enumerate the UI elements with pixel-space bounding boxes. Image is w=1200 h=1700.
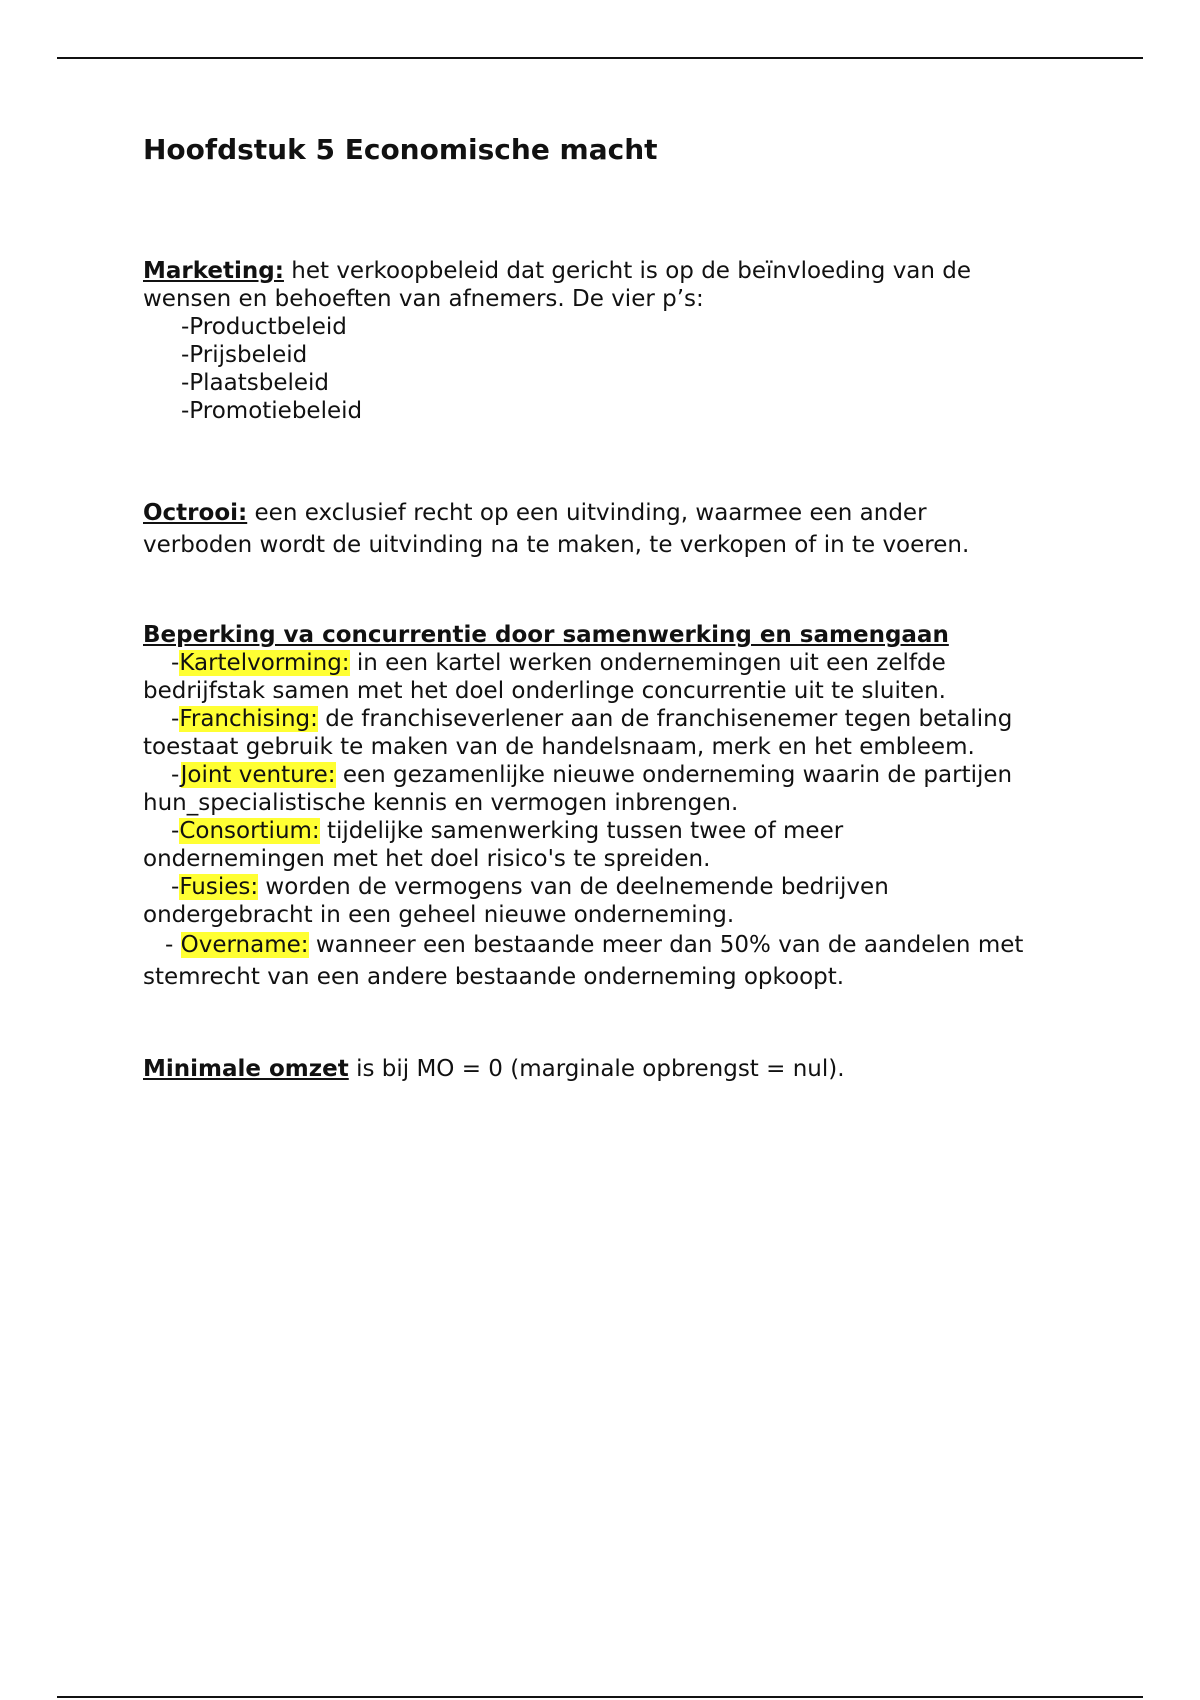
kartelvorming-text: in een kartel werken ondernemingen uit een zelfde bedrijfstak samen met het doel onderlinge concurrentie uit te sluiten. — [143, 650, 946, 704]
minimale-omzet-definition — [143, 1055, 1093, 1083]
list-item-joint-venture — [143, 761, 1083, 817]
list-item-franchising — [143, 705, 1063, 761]
fusies-text: worden de vermogens van de deelnemende bedrijven ondergebracht in een geheel nieuwe onderneming. — [143, 874, 889, 928]
minimale-omzet-term: Minimale omzet — [143, 1056, 349, 1082]
joint-venture-text: een gezamenlijke nieuwe onderneming waarin de partijen hun_specialistische kennis en vermogen inbrengen. — [143, 762, 1013, 816]
item-prefix: - — [165, 932, 181, 958]
marketing-section — [143, 257, 1033, 425]
list-item: -Plaatsbeleid — [181, 370, 330, 396]
item-prefix: - — [171, 818, 180, 844]
item-prefix: - — [171, 650, 180, 676]
document-body — [143, 130, 1093, 1083]
list-item-overname — [143, 929, 1063, 993]
overname-term: Overname: — [180, 932, 309, 958]
four-ps-list — [143, 313, 1033, 425]
consortium-term: Consortium: — [179, 818, 320, 844]
marketing-definition — [143, 257, 1033, 313]
list-item-fusies — [143, 873, 963, 929]
list-item-consortium — [143, 817, 903, 873]
overname-text: wanneer een bestaande meer dan 50% van de aandelen met stemrecht van een andere bestaande onderneming opkoopt. — [143, 932, 1024, 990]
list-item: -Productbeleid — [181, 314, 347, 340]
octrooi-section — [143, 497, 1043, 561]
beperking-section — [143, 621, 1063, 993]
octrooi-definition — [143, 497, 1043, 561]
list-item: -Promotiebeleid — [181, 398, 363, 424]
list-item: -Prijsbeleid — [181, 342, 308, 368]
chapter-heading: Hoofdstuk 5 Economische macht — [143, 133, 658, 166]
franchising-text: de franchiseverlener aan de franchisenemer tegen betaling toestaat gebruik te maken van de handelsnaam, merk en het embleem. — [143, 706, 1013, 760]
kartelvorming-term: Kartelvorming: — [179, 650, 350, 676]
marketing-text: het verkoopbeleid dat gericht is op de beïnvloeding van de wensen en behoeften van afnemers. De vier p’s: — [143, 258, 972, 312]
octrooi-term: Octrooi: — [143, 500, 248, 526]
joint-venture-term: Joint venture: — [180, 762, 336, 788]
item-prefix: - — [171, 706, 180, 732]
octrooi-text: een exclusief recht op een uitvinding, waarmee een ander verboden wordt de uitvinding na te maken, te verkopen of in te voeren. — [143, 500, 970, 558]
beperking-title — [143, 621, 1063, 649]
minimale-omzet-section — [143, 1055, 1093, 1083]
franchising-term: Franchising: — [179, 706, 318, 732]
consortium-text: tijdelijke samenwerking tussen twee of meer ondernemingen met het doel risico's te spreiden. — [143, 818, 844, 872]
marketing-term: Marketing: — [143, 258, 284, 284]
item-prefix: - — [171, 874, 180, 900]
fusies-term: Fusies: — [179, 874, 259, 900]
item-prefix: - — [171, 762, 181, 788]
bottom-rule — [57, 1696, 1143, 1698]
beperking-term: Beperking va concurrentie door samenwerking en samengaan — [143, 622, 949, 648]
top-rule — [57, 57, 1143, 59]
list-item-kartel — [143, 649, 1063, 705]
minimale-omzet-text: is bij MO = 0 (marginale opbrengst = nul). — [348, 1056, 845, 1082]
